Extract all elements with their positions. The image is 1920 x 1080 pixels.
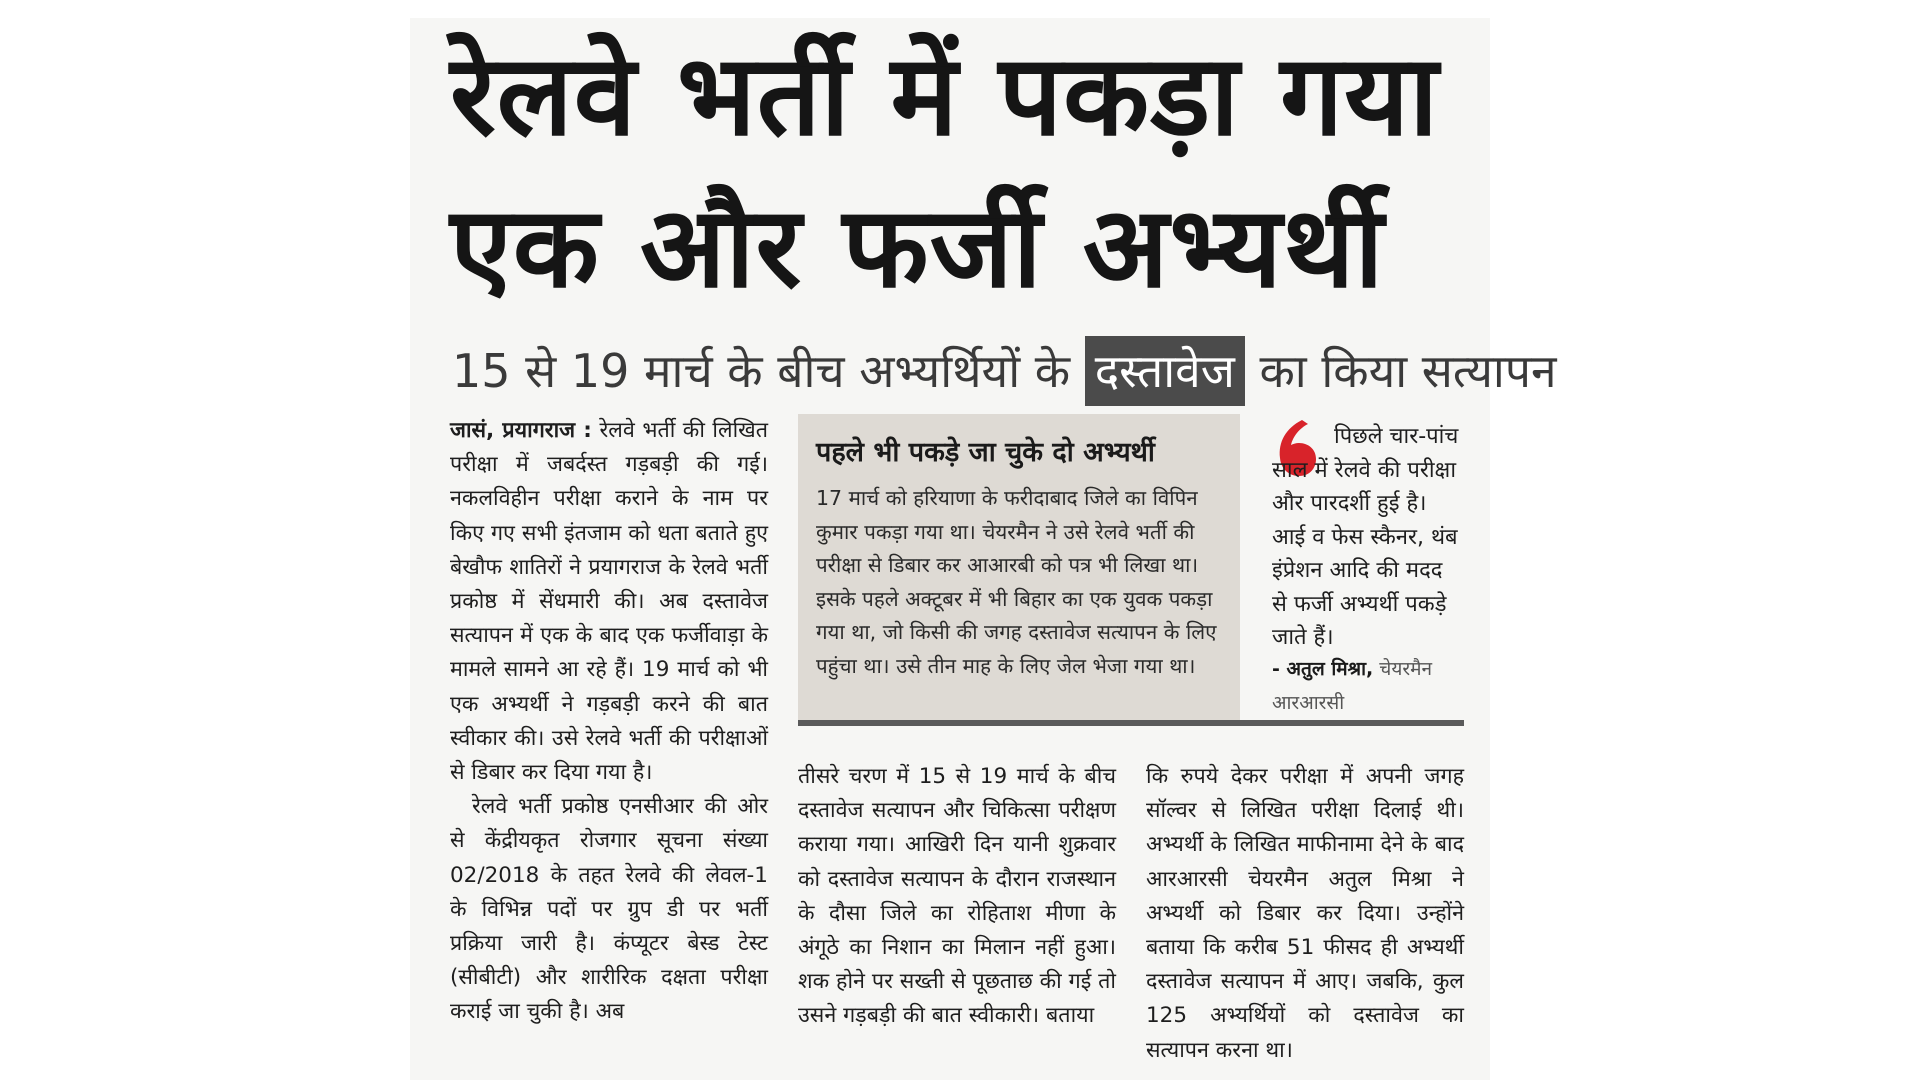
article-column-3: कि रुपये देकर परीक्षा में अपनी जगह सॉल्वर से लिखित परीक्षा दिलाई थी। अभ्यर्थी के लिखित माफीनामा देने के बाद आरआरसी चेयरमैन अतुल मिश्रा ने अभ्यर्थी को डिबार कर दिया। उन्होंने बताया कि करीब 51 फीसद ही अभ्यर्थी दस्तावेज सत्यापन में आए। जबकि, कुल 125 अभ्यर्थियों को दस्तावेज का सत्यापन करना था। — [1146, 764, 1464, 1063]
divider-rule — [798, 720, 1464, 726]
quote-role: चेयरमैन आरआरसी — [1272, 658, 1433, 714]
article-column-2: तीसरे चरण में 15 से 19 मार्च के बीच दस्तावेज सत्यापन और चिकित्सा परीक्षण कराया गया। आखिरी दिन यानी शुक्रवार को दस्तावेज सत्यापन के दौरान राजस्थान के दौसा जिले का रोहिताश मीणा के अंगूठे का निशान का मिलान नहीं हुआ। शक होने पर सख्ती से पूछताछ की गई तो उसने गड़बड़ी की बात स्वीकारी। बताया — [798, 764, 1116, 1029]
quote-author: - अतुल मिश्रा, — [1272, 658, 1374, 680]
headline-line-1: रेलवे भर्ती में पकड़ा गया — [450, 31, 1440, 161]
quote-attribution — [1272, 652, 1472, 720]
dateline: जासं, प्रयागराज : — [450, 418, 592, 443]
column1-para2: रेलवे भर्ती प्रकोष्ठ एनसीआर की ओर से केंद्रीयकृत रोजगार सूचना संख्या 02/2018 के तहत रेलवे की लेवल-1 के विभिन्न पदों पर ग्रुप डी पर भर्ती प्रक्रिया जारी है। कंप्यूटर बेस्ड टेस्ट (सीबीटी) और शारीरिक दक्षता परीक्षा कराई जा चुकी है। अब — [450, 794, 768, 1025]
column1-para1 — [450, 414, 768, 790]
subheadline — [452, 336, 1557, 406]
sidebar-title: पहले भी पकड़े जा चुके दो अभ्यर्थी — [816, 437, 1155, 468]
subheadline-after: का किया सत्यापन — [1244, 344, 1557, 398]
headline-line-2: एक और फर्जी अभ्यर्थी — [450, 183, 1385, 313]
subheadline-before: 15 से 19 मार्च के बीच अभ्यर्थियों के — [452, 344, 1085, 398]
subheadline-highlight: दस्तावेज — [1085, 336, 1245, 406]
column1-para1-text: रेलवे भर्ती की लिखित परीक्षा में जबर्दस्त गड़बड़ी की गई। नकलविहीन परीक्षा कराने के नाम पर किए गए सभी इंतजाम को धता बताते हुए बेखौफ शातिरों ने प्रयागराज के रेलवे भर्ती प्रकोष्ठ में सेंधमारी की। अब दस्तावेज सत्यापन में एक के बाद एक फर्जीवाड़ा के मामले सामने आ रहे हैं। 19 मार्च को भी एक अभ्यर्थी ने गड़बड़ी करने की बात स्वीकार की। उसे रेलवे भर्ती की परीक्षाओं से डिबार कर दिया गया है। — [450, 418, 768, 786]
article-column-1 — [450, 414, 768, 1030]
pull-quote — [1272, 420, 1464, 655]
sidebar-body: 17 मार्च को हरियाणा के फरीदाबाद जिले का विपिन कुमार पकड़ा गया था। चेयरमैन ने उसे रेलवे भर्ती की परीक्षा से डिबार कर आआरबी को पत्र भी लिखा था। इसके पहले अक्टूबर में भी बिहार का एक युवक पकड़ा गया था, जो किसी की जगह दस्तावेज सत्यापन के लिए पहुंचा था। उसे तीन माह के लिए जेल भेजा गया था। — [816, 486, 1217, 678]
pull-quote-text: पिछले चार-पांच साल में रेलवे की परीक्षा और पारदर्शी हुई है। आई व फेस स्कैनर, थंब इंप्रेशन आदि की मदद से फर्जी अभ्यर्थी पकड़े जाते हैं। — [1272, 424, 1459, 650]
